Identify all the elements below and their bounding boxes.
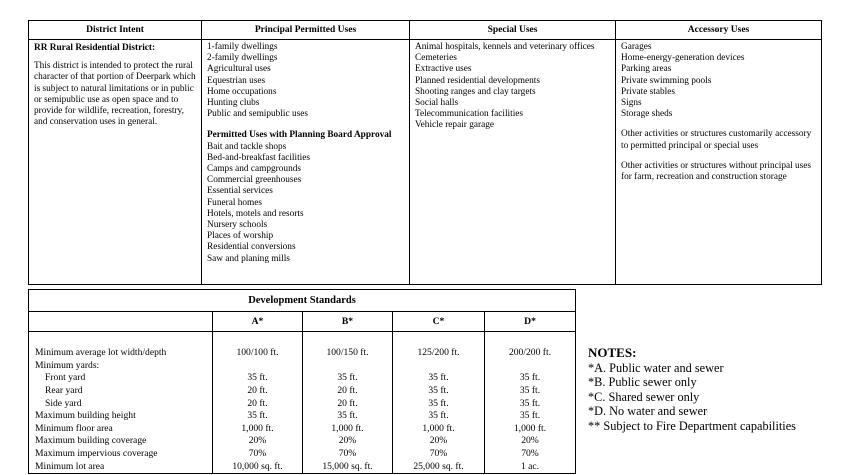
cell-value: 35 ft. bbox=[303, 410, 393, 423]
cell-value: 20% bbox=[303, 435, 393, 448]
header-special-uses: Special Uses bbox=[410, 21, 616, 40]
cell-value: 10,000 sq. ft. bbox=[213, 460, 303, 473]
cell-value: 1,000 ft. bbox=[213, 422, 303, 435]
table-row bbox=[29, 359, 576, 372]
list-item: Funeral homes bbox=[207, 197, 262, 208]
accessory-uses-cell bbox=[616, 40, 822, 285]
list-item: Bed-and-breakfast facilities bbox=[207, 152, 310, 163]
special-uses-cell bbox=[410, 40, 616, 285]
list-item: Camps and campgrounds bbox=[207, 164, 301, 175]
table-row bbox=[29, 385, 576, 398]
table-row bbox=[29, 410, 576, 423]
header-accessory-uses: Accessory Uses bbox=[616, 21, 822, 40]
list-item: Extractive uses bbox=[415, 64, 472, 75]
cell-value: 20% bbox=[213, 435, 303, 448]
list-item: Agricultural uses bbox=[207, 64, 271, 75]
note-item: *A. Public water and sewer bbox=[588, 360, 724, 375]
cell-value: 35 ft. bbox=[213, 372, 303, 385]
cell-value: 20% bbox=[393, 435, 485, 448]
cell-value: 1,000 ft. bbox=[485, 422, 576, 435]
table-row bbox=[29, 448, 576, 461]
list-item: Saw and planing mills bbox=[207, 253, 290, 264]
row-label: Maximum building height bbox=[29, 410, 213, 423]
cell-value: 70% bbox=[303, 448, 393, 461]
list-item: Planned residential developments bbox=[415, 75, 540, 86]
cell-value: 1,000 ft. bbox=[303, 422, 393, 435]
column-header-d: D* bbox=[485, 312, 576, 332]
column-header-b: B* bbox=[303, 312, 393, 332]
list-item: Vehicle repair garage bbox=[415, 120, 494, 131]
list-item: Commercial greenhouses bbox=[207, 175, 302, 186]
list-item: Signs bbox=[621, 98, 642, 109]
note-item: *D. No water and sewer bbox=[588, 404, 708, 418]
row-label: Maximum impervious coverage bbox=[29, 448, 213, 461]
list-item: Places of worship bbox=[207, 231, 274, 242]
notes-block bbox=[588, 346, 796, 433]
cell-value: 35 ft. bbox=[303, 372, 393, 385]
list-item: Bait and tackle shops bbox=[207, 141, 287, 152]
cell-value: 35 ft. bbox=[393, 372, 485, 385]
cell-value: 1,000 ft. bbox=[393, 422, 485, 435]
accessory-note: Other activities or structures customarily accessory to permitted principal or special uses bbox=[621, 129, 812, 151]
notes-heading: NOTES: bbox=[588, 345, 637, 360]
list-item: Home occupations bbox=[207, 86, 277, 97]
cell-value: 35 ft. bbox=[393, 385, 485, 398]
uses-table bbox=[28, 20, 822, 285]
row-label: Side yard bbox=[29, 397, 213, 410]
column-header-a: A* bbox=[213, 312, 303, 332]
row-label: Minimum lot area bbox=[29, 460, 213, 473]
cell-value: 70% bbox=[485, 448, 576, 461]
list-item: Essential services bbox=[207, 186, 273, 197]
cell-value: 35 ft. bbox=[393, 410, 485, 423]
list-item: Cemeteries bbox=[415, 53, 457, 64]
dev-standards-title: Development Standards bbox=[29, 290, 576, 312]
cell-value bbox=[303, 359, 393, 372]
row-label: Rear yard bbox=[29, 385, 213, 398]
cell-value: 35 ft. bbox=[485, 385, 576, 398]
list-item: 1-family dwellings bbox=[207, 42, 278, 52]
cell-value: 20 ft. bbox=[303, 385, 393, 398]
table-row bbox=[29, 435, 576, 448]
cell-value: 35 ft. bbox=[485, 372, 576, 385]
cell-value: 15,000 sq. ft. bbox=[303, 460, 393, 473]
cell-value: 1 ac. bbox=[485, 460, 576, 473]
list-item: Public and semipublic uses bbox=[207, 109, 308, 120]
cell-value: 20 ft. bbox=[213, 385, 303, 398]
district-description: This district is intended to protect the rural character of that portion of Deerpark which is subject to natural limitations or in public or semipublic use as open space and to provide for wildlife, recreation, forestry, and conservation uses in general. bbox=[34, 61, 196, 128]
note-item: *C. Shared sewer only bbox=[588, 389, 700, 404]
cell-value: 20 ft. bbox=[213, 397, 303, 410]
uses-body-row bbox=[29, 40, 822, 285]
cell-value: 35 ft. bbox=[393, 397, 485, 410]
principal-uses-cell bbox=[202, 40, 410, 285]
list-item: Shooting ranges and clay targets bbox=[415, 86, 536, 97]
cell-value: 100/100 ft. bbox=[213, 347, 303, 360]
list-item: Residential conversions bbox=[207, 242, 296, 253]
row-label: Minimum yards: bbox=[29, 359, 213, 372]
table-row bbox=[29, 422, 576, 435]
list-item: Hunting clubs bbox=[207, 98, 260, 109]
cell-value bbox=[485, 359, 576, 372]
cell-value bbox=[393, 359, 485, 372]
cell-value: 35 ft. bbox=[213, 410, 303, 423]
cell-value: 35 ft. bbox=[485, 410, 576, 423]
cell-value: 20 ft. bbox=[303, 397, 393, 410]
cell-value: 25,000 sq. ft. bbox=[393, 460, 485, 473]
column-header-blank bbox=[29, 312, 213, 332]
cell-value: 200/200 ft. bbox=[485, 347, 576, 360]
cell-value: 20% bbox=[485, 435, 576, 448]
list-item: Private stables bbox=[621, 86, 675, 97]
planning-board-heading: Permitted Uses with Planning Board Approval bbox=[207, 130, 392, 141]
cell-value: 125/200 ft. bbox=[393, 347, 485, 360]
column-header-c: C* bbox=[393, 312, 485, 332]
header-district-intent: District Intent bbox=[29, 21, 202, 40]
table-row bbox=[29, 460, 576, 473]
cell-value: 100/150 ft. bbox=[303, 347, 393, 360]
accessory-note: Other activities or structures without principal uses for farm, recreation and construction storage bbox=[621, 160, 812, 183]
list-item: Storage sheds bbox=[621, 109, 673, 120]
table-row bbox=[29, 372, 576, 385]
note-item: ** Subject to Fire Department capabilities bbox=[588, 418, 796, 433]
cell-value bbox=[213, 359, 303, 372]
note-item: *B. Public sewer only bbox=[588, 375, 697, 389]
table-row bbox=[29, 397, 576, 410]
row-label: Minimum floor area bbox=[29, 422, 213, 435]
list-item: Home-energy-generation devices bbox=[621, 53, 745, 64]
list-item: Garages bbox=[621, 42, 652, 52]
development-standards-table bbox=[28, 289, 576, 474]
header-principal-uses: Principal Permitted Uses bbox=[202, 21, 410, 40]
cell-value: 70% bbox=[213, 448, 303, 461]
row-label: Maximum building coverage bbox=[29, 435, 213, 448]
cell-value: 35 ft. bbox=[485, 397, 576, 410]
uses-header-row bbox=[29, 21, 822, 40]
list-item: Social halls bbox=[415, 98, 459, 109]
list-item: Hotels, motels and resorts bbox=[207, 208, 304, 219]
list-item: Private swimming pools bbox=[621, 75, 712, 86]
district-title: RR Rural Residential District: bbox=[34, 43, 156, 53]
list-item: Animal hospitals, kennels and veterinary offices bbox=[415, 42, 595, 52]
list-item: Nursery schools bbox=[207, 220, 268, 231]
list-item: 2-family dwellings bbox=[207, 53, 278, 64]
district-intent-cell bbox=[29, 40, 202, 285]
list-item: Parking areas bbox=[621, 64, 672, 75]
row-label: Minimum average lot width/depth bbox=[29, 347, 213, 360]
table-row bbox=[29, 347, 576, 360]
list-item: Equestrian uses bbox=[207, 75, 266, 86]
cell-value: 70% bbox=[393, 448, 485, 461]
row-label: Front yard bbox=[29, 372, 213, 385]
list-item: Telecommunication facilities bbox=[415, 109, 524, 120]
